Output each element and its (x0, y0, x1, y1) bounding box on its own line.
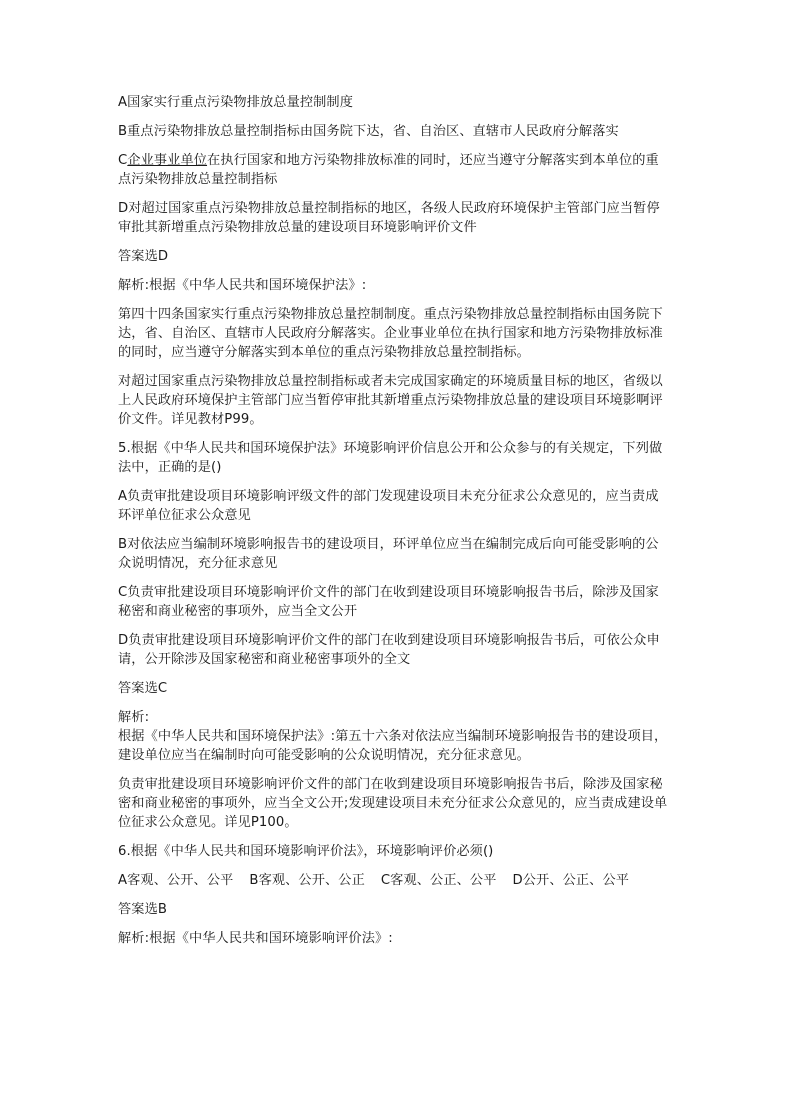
q6-answer: 答案选B (118, 902, 168, 917)
q4-analysis-p2: 对超过国家重点污染物排放总量控制指标或者未完成国家确定的环境质量目标的地区，省级以上人民政府环境保护主管部门应当暂停审批其新增重点污染物排放总量的建设项目环境影啊评价文件。详见教材P99。 (118, 374, 663, 427)
q5-option-d: D负责审批建设项目环境影响评价文件的部门在收到建设项目环境影响报告书后，可依公众申请，公开除涉及国家秘密和商业秘密事项外的全文 (118, 633, 660, 667)
q5-analysis-label: 解析: (118, 710, 150, 725)
q5-analysis-p2: 负责审批建设项目环境影响评价文件的部门在收到建设项目环境影响报告书后，除涉及国家秘密和商业秘密的事项外，应当全文公开;发现建设项目未充分征求公众意见的，应当责成建设单位征求公众意见。详见P100。 (118, 777, 668, 830)
q4-analysis-intro: 解析:根据《中华人民共和国环境保护法》: (118, 278, 367, 293)
q4-option-b: B重点污染物排放总量控制指标由国务院下达，省、自治区、直辖市人民政府分解落实 (118, 124, 619, 139)
q5-question: 5.根据《中华人民共和国环境保护法》环境影响评价信息公开和公众参与的有关规定，下列做法中，正确的是() (118, 441, 663, 475)
q4-option-c (118, 151, 670, 189)
q6-question: 6.根据《中华人民共和国环境影响评价法》，环境影响评价必须() (118, 844, 494, 859)
q6-analysis-intro: 解析:根据《中华人民共和国环境影响评价法》: (118, 931, 393, 946)
q6-option-d: D公开、公正、公平 (512, 873, 630, 888)
q4-option-d: D对超过国家重点污染物排放总量控制指标的地区，各级人民政府环境保护主管部门应当暂停审批其新增重点污染物排放总量的建设项目环境影响评价文件 (118, 201, 660, 235)
q5-option-c: C负责审批建设项目环境影响评价文件的部门在收到建设项目环境影响报告书后，除涉及国家秘密和商业秘密的事项外，应当全文公开 (118, 585, 659, 619)
q6-option-a: A客观、公开、公平 (118, 873, 234, 888)
q5-analysis-p1: 根据《中华人民共和国环境保护法》:第五十六条对依法应当编制环境影响报告书的建设项目，建设单位应当在编制时向可能受影响的公众说明情况，充分征求意见。 (118, 729, 668, 763)
q4-option-c-rest: 在执行国家和地方污染物排放标准的同时，还应当遵守分解落实到本单位的重点污染物排放总量控制指标 (118, 153, 659, 187)
q6-option-b: B客观、公开、公正 (249, 873, 365, 888)
q5-option-a: A负责审批建设项目环境影响评级文件的部门发现建设项目未充分征求公众意见的，应当责成环评单位征求公众意见 (118, 489, 659, 523)
q6-options (118, 871, 670, 890)
q4-option-c-underlined: 企业事业单位 (127, 153, 208, 168)
q4-option-a: A国家实行重点污染物排放总量控制制度 (118, 95, 354, 110)
q6-option-c: C客观、公正、公平 (380, 873, 497, 888)
q4-analysis-p1: 第四十四条国家实行重点污染物排放总量控制制度。重点污染物排放总量控制指标由国务院下达，省、自治区、直辖市人民政府分解落实。企业事业单位在执行国家和地方污染物排放标准的同时，应当遵守分解落实到本单位的重点污染物排放总量控制指标。 (118, 307, 663, 360)
document-page (118, 93, 670, 958)
q4-answer: 答案选D (118, 249, 169, 264)
q5-answer: 答案选C (118, 681, 168, 696)
q5-option-b: B对依法应当编制环境影响报告书的建设项目，环评单位应当在编制完成后向可能受影响的公众说明情况，充分征求意见 (118, 537, 659, 571)
q4-option-c-prefix: C (118, 153, 128, 168)
